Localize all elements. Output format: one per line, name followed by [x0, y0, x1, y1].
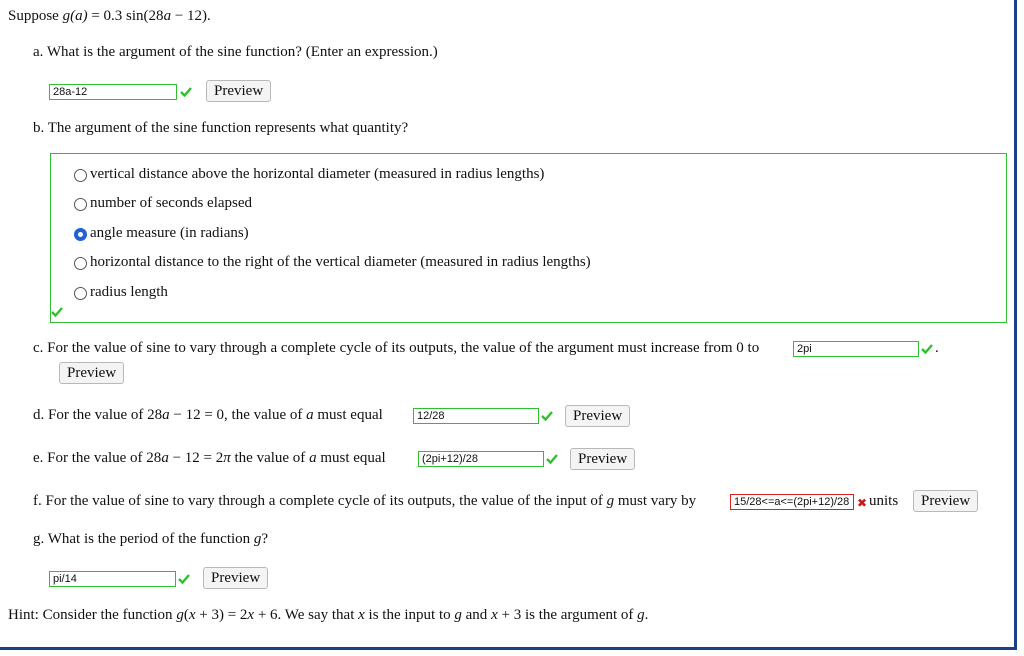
part-b-radio-3[interactable] — [74, 257, 87, 270]
part-f-var: g — [606, 493, 615, 509]
hint-part-7: + 6. We say that — [254, 607, 359, 623]
part-f-incorrect-icon: ✖ — [857, 496, 868, 510]
part-f-answer-input[interactable] — [730, 494, 854, 510]
part-e-text-2: − 12 = 2 — [168, 450, 224, 466]
hint-part-1: Hint: Consider the function — [8, 607, 177, 623]
part-a-preview-button[interactable]: Preview — [206, 80, 271, 102]
part-e-var-1: a — [161, 450, 169, 466]
part-c-preview-button[interactable]: Preview — [59, 362, 124, 384]
part-b-option-4: radius length — [90, 284, 168, 300]
part-b-option-2: angle measure (in radians) — [90, 225, 249, 241]
hint-part-2: g — [176, 607, 184, 623]
part-d-question — [33, 407, 383, 424]
part-e-correct-icon — [546, 453, 558, 465]
part-e-text-3: the value of — [230, 450, 310, 466]
intro-variable: a — [163, 8, 172, 24]
part-c-question: c. For the value of sine to vary through a complete cycle of its outputs, the value of the argument must increase from 0 to — [33, 340, 760, 356]
intro-equation: = 0.3 sin(28 — [87, 8, 164, 24]
part-d-text-2: − 12 = 0, the value of — [169, 407, 307, 423]
part-b-radio-0[interactable] — [74, 169, 87, 182]
part-a-correct-icon — [180, 86, 192, 98]
hint-part-11: and — [461, 607, 492, 623]
part-c-period: . — [935, 340, 939, 356]
part-b-option-0: vertical distance above the horizontal diameter (measured in radius lengths) — [90, 166, 545, 182]
part-d-correct-icon — [541, 410, 553, 422]
part-b-radio-1[interactable] — [74, 198, 87, 211]
part-g-text-1: g. What is the period of the function — [33, 531, 254, 547]
part-g-var: g — [253, 531, 262, 547]
hint-part-10: g — [454, 607, 462, 623]
part-a-answer-input[interactable] — [49, 84, 177, 100]
part-c-correct-icon — [921, 343, 933, 355]
hint-text — [8, 607, 648, 624]
part-e-text-4: must equal — [316, 450, 386, 466]
hint-part-4: x — [188, 607, 196, 623]
part-e-question — [33, 450, 386, 467]
part-b-question: b. The argument of the sine function represents what quantity? — [33, 120, 409, 136]
part-b-correct-icon — [51, 306, 63, 318]
intro-function: g(a) — [62, 8, 88, 24]
part-e-var-2: a — [309, 450, 317, 466]
part-a-question: a. What is the argument of the sine function? (Enter an expression.) — [33, 44, 438, 60]
part-e-preview-button[interactable]: Preview — [570, 448, 635, 470]
part-g-text-2: ? — [261, 531, 269, 547]
hint-part-5: + 3) = 2 — [195, 607, 248, 623]
part-g-question — [33, 531, 268, 548]
hint-part-12: x — [491, 607, 498, 623]
part-f-preview-button[interactable]: Preview — [913, 490, 978, 512]
part-f-text-1: f. For the value of sine to vary through a complete cycle of its outputs, the value of the input of — [33, 493, 607, 509]
hint-part-9: is the input to — [364, 607, 455, 623]
part-b-option-1: number of seconds elapsed — [90, 195, 253, 211]
part-f-question — [33, 493, 696, 510]
part-e-text-1: e. For the value of 28 — [33, 450, 162, 466]
part-g-answer-input[interactable] — [49, 571, 176, 587]
hint-part-13: + 3 is the argument of — [497, 607, 638, 623]
intro-tail: − 12). — [171, 8, 211, 24]
hint-part-8: x — [358, 607, 365, 623]
part-d-preview-button[interactable]: Preview — [565, 405, 630, 427]
part-g-correct-icon — [178, 573, 190, 585]
part-e-pi: π — [223, 450, 231, 466]
hint-part-15: . — [644, 607, 649, 623]
problem-intro — [8, 8, 211, 25]
intro-prefix: Suppose — [8, 8, 63, 24]
hint-part-3: ( — [183, 607, 189, 623]
part-d-answer-input[interactable] — [413, 408, 539, 424]
part-c-answer-input[interactable] — [793, 341, 919, 357]
part-d-var-1: a — [162, 407, 170, 423]
part-e-answer-input[interactable] — [418, 451, 544, 467]
part-d-text-3: must equal — [313, 407, 383, 423]
part-b-radio-2-selected[interactable] — [74, 228, 87, 241]
part-b-radio-4[interactable] — [74, 287, 87, 300]
hint-part-6: x — [247, 607, 255, 623]
part-f-text-2: must vary by — [614, 493, 697, 509]
part-f-units: units — [869, 493, 899, 509]
part-g-preview-button[interactable]: Preview — [203, 567, 268, 589]
part-d-var-2: a — [306, 407, 314, 423]
part-d-text-1: d. For the value of 28 — [33, 407, 163, 423]
part-b-option-3: horizontal distance to the right of the vertical diameter (measured in radius lengths) — [90, 254, 591, 270]
hint-part-14: g — [637, 607, 645, 623]
